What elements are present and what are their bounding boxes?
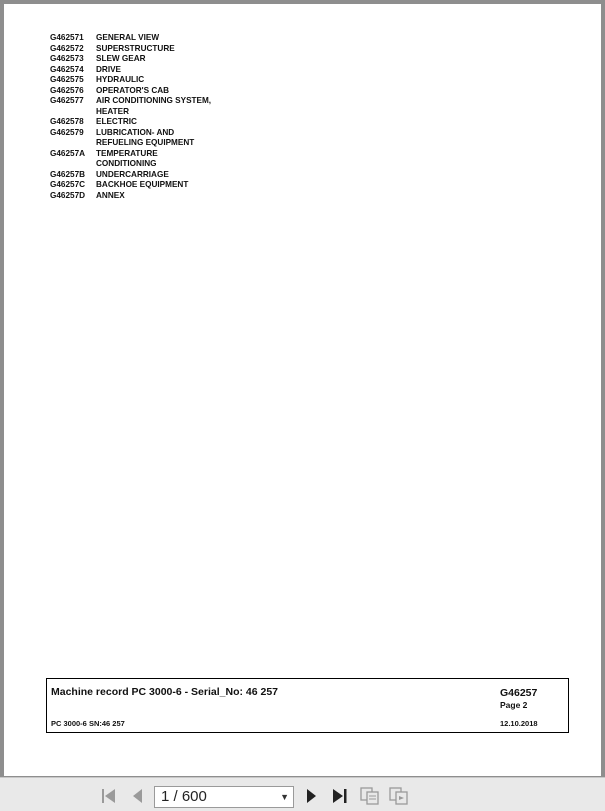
toc-entry <box>50 191 350 202</box>
toc-entry-title: BACKHOE EQUIPMENT <box>96 180 189 189</box>
toc-entry <box>50 149 350 160</box>
page-number-select[interactable] <box>154 786 294 808</box>
toc-entry-title: UNDERCARRIAGE <box>96 169 169 179</box>
toc-entry-code: G462572 <box>50 43 84 53</box>
toc-entry <box>50 33 350 44</box>
toc-entry-code: G462574 <box>50 64 84 74</box>
toc-entry <box>50 170 350 181</box>
two-page-view-icon <box>389 787 409 805</box>
toc-entry <box>50 86 350 97</box>
single-page-view-icon <box>360 787 380 805</box>
footer-date: 12.10.2018 <box>500 719 538 728</box>
toc-entry <box>50 54 350 65</box>
toc-entry-code: G462573 <box>50 54 84 63</box>
toc-entry-code: G46257D <box>50 190 86 200</box>
single-page-view-button[interactable] <box>360 787 380 805</box>
toc-entry-code: G46257B <box>50 169 86 179</box>
next-page-button[interactable] <box>301 787 321 805</box>
toc-entry <box>50 65 350 76</box>
chevron-down-icon: ▼ <box>280 792 289 802</box>
toc-entry-title: ELECTRIC <box>96 117 137 126</box>
previous-page-icon <box>130 788 144 804</box>
toc-entry-title: GENERAL VIEW <box>96 33 160 42</box>
toc-entry-code <box>50 107 96 118</box>
toc-entry-code <box>50 159 96 170</box>
footer-machine-record: Machine record PC 3000-6 - Serial_No: 46 257 <box>51 686 279 698</box>
footer-serial-number: PC 3000-6 SN:46 257 <box>51 719 125 728</box>
footer-document-code: G46257 <box>500 687 538 699</box>
document-page <box>4 4 601 776</box>
toc-entry-title: SLEW GEAR <box>96 54 146 63</box>
toc-entry <box>50 96 350 107</box>
toc-entry <box>50 180 350 191</box>
toc-entry <box>50 128 350 139</box>
toc-entry <box>50 75 350 86</box>
toc-entry-title: LUBRICATION- AND <box>96 127 175 137</box>
toc-entry-title: SUPERSTRUCTURE <box>96 43 175 53</box>
next-page-icon <box>304 788 318 804</box>
toc-entry-title: TEMPERATURE <box>96 148 158 158</box>
toc-entry <box>50 117 350 128</box>
first-page-button[interactable] <box>99 787 119 805</box>
last-page-button[interactable] <box>330 787 350 805</box>
pdf-navigation-toolbar <box>0 777 605 811</box>
toc-entry-code: G462576 <box>50 85 84 95</box>
toc-entry-title: HEATER <box>96 106 130 116</box>
toc-entry-code: G46257A <box>50 148 86 158</box>
page-footer <box>46 678 569 733</box>
toc-entry-title: ANNEX <box>96 190 125 200</box>
toc-entry-code: G462579 <box>50 127 84 137</box>
first-page-icon <box>100 788 118 804</box>
toc-entry <box>50 44 350 55</box>
toc-entry-title: AIR CONDITIONING SYSTEM, <box>96 96 212 105</box>
last-page-icon <box>331 788 349 804</box>
toc-entry <box>50 159 350 170</box>
toc-entry <box>50 138 350 149</box>
toc-entry <box>50 107 350 118</box>
toc-entry-title: OPERATOR'S CAB <box>96 85 170 95</box>
toc-entry-title: REFUELING EQUIPMENT <box>96 138 195 147</box>
toc-entry-code: G462577 <box>50 96 84 105</box>
footer-page-number: Page 2 <box>500 700 528 710</box>
toc-entry-code: G462575 <box>50 75 84 84</box>
two-page-view-button[interactable] <box>389 787 409 805</box>
table-of-contents <box>50 33 350 201</box>
toc-entry-code: G46257C <box>50 180 86 189</box>
toc-entry-code <box>50 138 96 149</box>
toc-entry-title: CONDITIONING <box>96 159 157 168</box>
toc-entry-code: G462571 <box>50 33 84 42</box>
toc-entry-title: DRIVE <box>96 64 122 74</box>
toc-entry-code: G462578 <box>50 117 84 126</box>
previous-page-button[interactable] <box>127 787 147 805</box>
toc-entry-title: HYDRAULIC <box>96 75 145 84</box>
page-indicator: 1 / 600 <box>161 788 207 805</box>
